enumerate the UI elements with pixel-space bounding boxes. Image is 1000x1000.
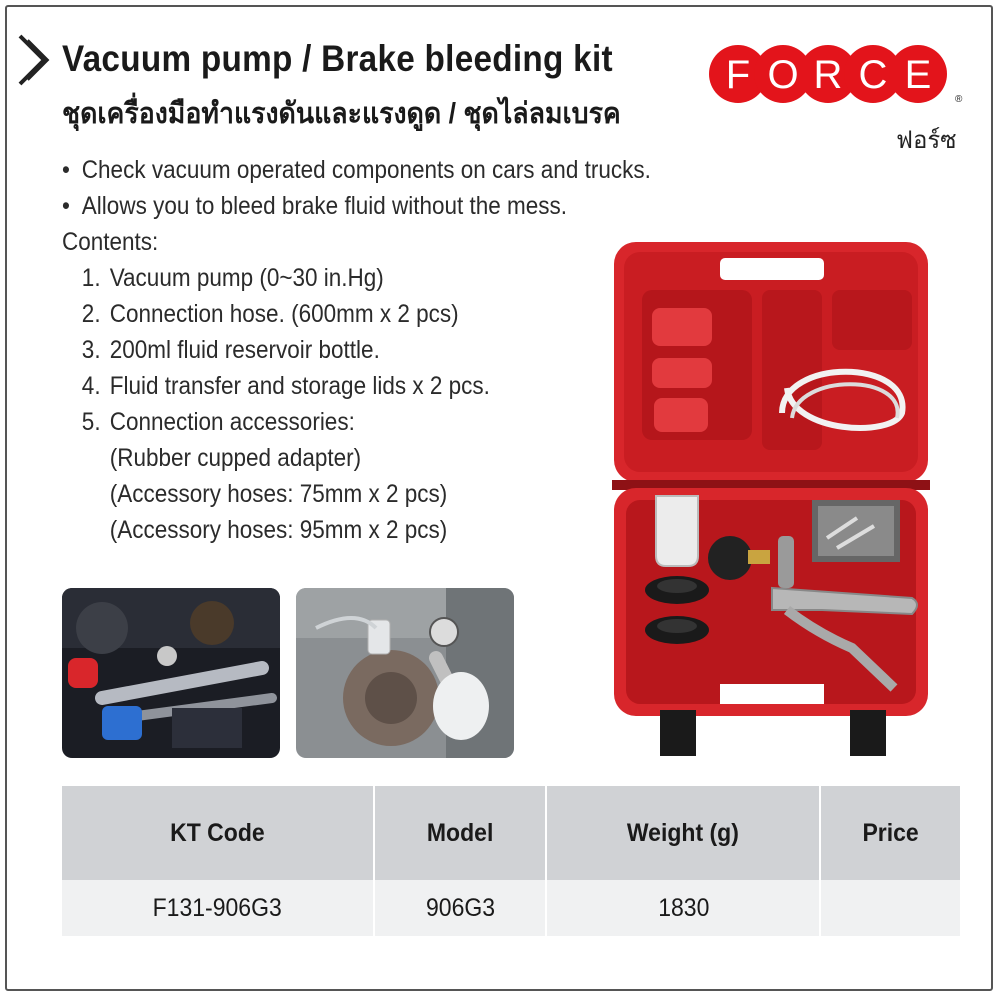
column-header: KT Code [62,786,374,880]
sub-item: (Rubber cupped adapter) [109,444,362,472]
logo-letter: E [904,53,932,97]
registered-mark: ® [955,94,963,105]
product-description [62,152,651,548]
column-header: Weight (g) [546,786,820,880]
brake-bleeding-photo [296,588,514,758]
kit-case-image [612,238,932,758]
list-item: 5. Connection accessories: [81,408,355,436]
contents-label: Contents: [62,228,159,256]
column-header: Model [374,786,546,880]
table-cell [820,880,960,936]
sub-item: (Accessory hoses: 75mm x 2 pcs) [109,480,448,508]
list-item: 1. Vacuum pump (0~30 in.Hg) [81,264,384,292]
list-item: 2. Connection hose. (600mm x 2 pcs) [81,300,459,328]
list-item: 3. 200ml fluid reservoir bottle. [81,336,380,364]
column-header: Price [820,786,960,880]
list-item: 4. Fluid transfer and storage lids x 2 pcs. [81,372,490,400]
logo-letter: F [725,53,751,97]
contents-list [62,260,651,440]
table-header-row [62,786,960,880]
table-cell: 906G3 [374,880,546,936]
sub-item: (Accessory hoses: 95mm x 2 pcs) [109,516,448,544]
table-cell: 1830 [546,880,820,936]
feature-item: • Allows you to bleed brake fluid without the mess. [62,188,651,224]
logo-letter: C [858,53,888,97]
spec-table [62,786,960,936]
logo-letter: O [767,53,799,97]
brand-name-thai: ฟอร์ซ [896,127,957,154]
engine-usage-photo [62,588,280,758]
force-logo [708,40,963,117]
table-row [62,880,960,936]
product-title-thai: ชุดเครื่องมือทำแรงดันและแรงดูด / ชุดไล่ลมเบรค [62,98,621,130]
chevron-right-icon [14,30,54,90]
table-cell: F131-906G3 [62,880,374,936]
product-title: Vacuum pump / Brake bleeding kit [62,38,613,79]
feature-item: • Check vacuum operated components on cars and trucks. [62,152,651,188]
logo-letter: R [813,53,843,97]
